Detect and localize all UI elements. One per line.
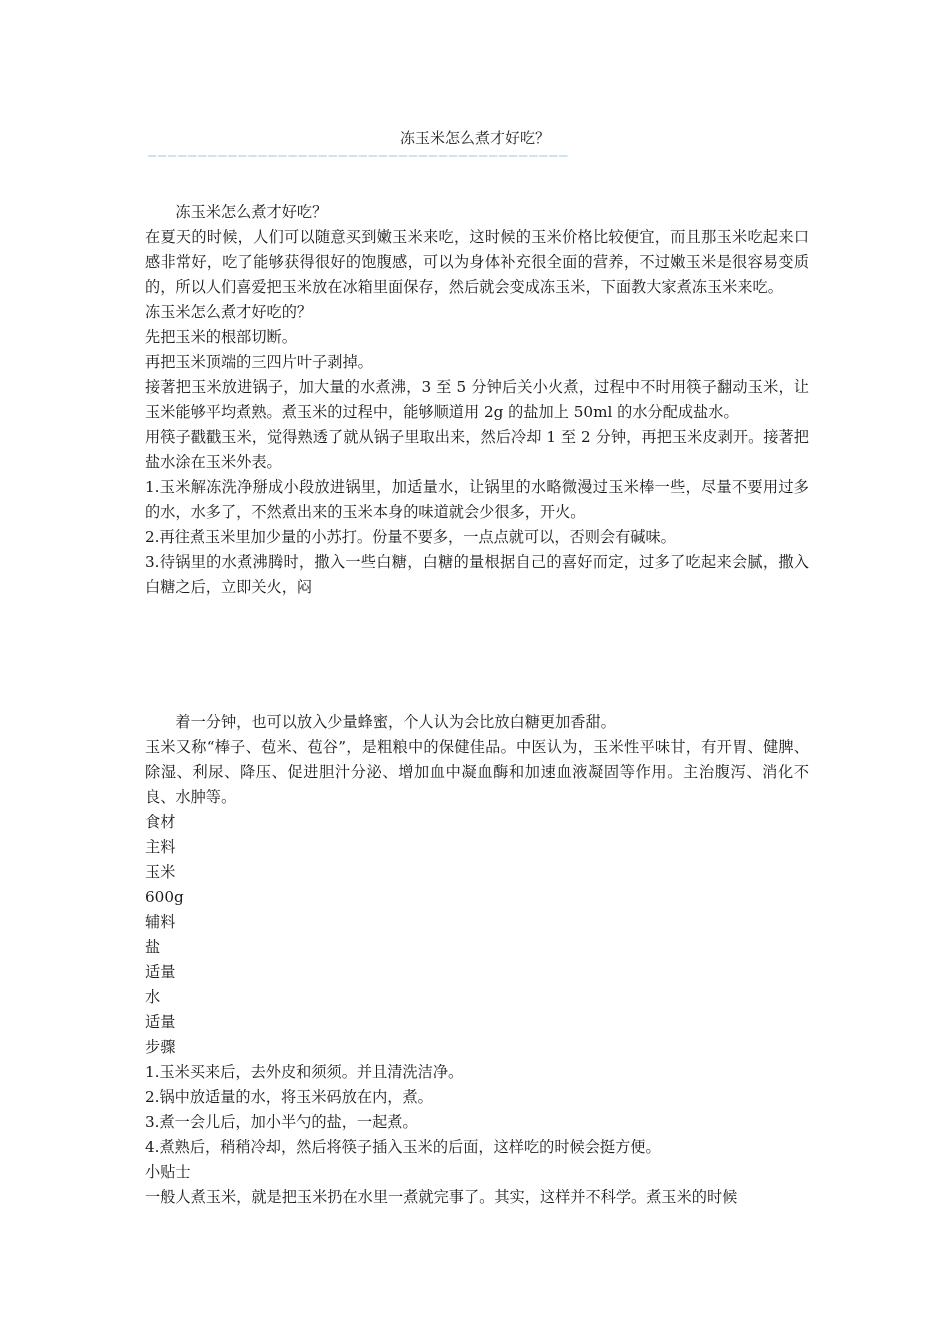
paragraph: 先把玉米的根部切断。: [145, 328, 297, 346]
paragraph: 再把玉米顶端的三四片叶子剥掉。: [145, 353, 373, 371]
step-item: 2.再往煮玉米里加少量的小苏打。份量不要多，一点点就可以，否则会有碱味。: [145, 528, 676, 546]
paragraph-continuation: 着一分钟，也可以放入少量蜂蜜，个人认为会比放白糖更加香甜。: [175, 713, 616, 731]
paragraph: 用筷子戳戳玉米，觉得熟透了就从锅子里取出来，然后冷却 1 至 2 分钟，再把玉米皮剥开。接著把盐水涂在玉米外表。: [145, 428, 809, 471]
ingredient-name: 盐: [145, 938, 161, 956]
body-text-block-2: [145, 710, 809, 1210]
paragraph: 接著把玉米放进锅子，加大量的水煮沸，3 至 5 分钟后关小火煮，过程中不时用筷子翻动玉米，让玉米能够平均煮熟。煮玉米的过程中，能够顺道用 2g 的盐加上 50ml 的水分配成盐水。: [145, 378, 809, 421]
step-item: 1.玉米买来后，去外皮和须须。并且清洗洁净。: [145, 1063, 464, 1081]
ingredient-amount: 600g: [145, 888, 184, 906]
step-item: 3.煮一会儿后，加小半勺的盐，一起煮。: [145, 1113, 418, 1131]
ingredient-group-label: 辅料: [145, 913, 176, 931]
paragraph: 一般人煮玉米，就是把玉米扔在水里一煮就完事了。其实，这样并不科学。煮玉米的时候: [145, 1188, 738, 1206]
subheading: 冻玉米怎么煮才好吃的？: [145, 303, 313, 321]
ingredient-name: 水: [145, 988, 161, 1006]
page-title: 冻玉米怎么煮才好吃？: [399, 129, 550, 147]
ingredients-heading: 食材: [145, 813, 176, 831]
paragraph: 玉米又称“棒子、苞米、苞谷”，是粗粮中的保健佳品。中医认为，玉米性平味甘，有开胃、健脾、除湿、利尿、降压、促进胆汁分泌、增加血中凝血酶和加速血液凝固等作用。主治腹泻、消化不良、水肿等。: [145, 738, 809, 806]
step-item: 2.锅中放适量的水，将玉米码放在内，煮。: [145, 1088, 433, 1106]
ingredient-name: 玉米: [145, 863, 176, 881]
step-item: 3.待锅里的水煮沸腾时，撒入一些白糖，白糖的量根据自己的喜好而定，过多了吃起来会腻，撒入白糖之后，立即关火，闷: [145, 553, 809, 596]
steps-heading: 步骤: [145, 1038, 176, 1056]
tips-heading: 小贴士: [145, 1163, 191, 1181]
ingredient-amount: 适量: [145, 963, 176, 981]
section-heading: 冻玉米怎么煮才好吃？: [175, 203, 328, 221]
body-text-block-1: [145, 200, 809, 600]
ingredient-amount: 适量: [145, 1013, 176, 1031]
paragraph: 在夏天的时候，人们可以随意买到嫩玉米来吃，这时候的玉米价格比较便宜，而且那玉米吃起来口感非常好，吃了能够获得很好的饱腹感，可以为身体补充很全面的营养，不过嫩玉米是很容易变质的，所以人们喜爱把玉米放在冰箱里面保存，然后就会变成冻玉米，下面教大家煮冻玉米来吃。: [145, 228, 809, 296]
step-item: 4.煮熟后，稍稍冷却，然后将筷子插入玉米的后面，这样吃的时候会挺方便。: [145, 1138, 661, 1156]
title-divider: ——————————————————————————————————————————: [148, 150, 570, 162]
ingredient-group-label: 主料: [145, 838, 176, 856]
step-item: 1.玉米解冻洗净掰成小段放进锅里，加适量水，让锅里的水略微漫过玉米棒一些，尽量不要用过多的水，水多了，不然煮出来的玉米本身的味道就会少很多，开火。: [145, 478, 809, 521]
